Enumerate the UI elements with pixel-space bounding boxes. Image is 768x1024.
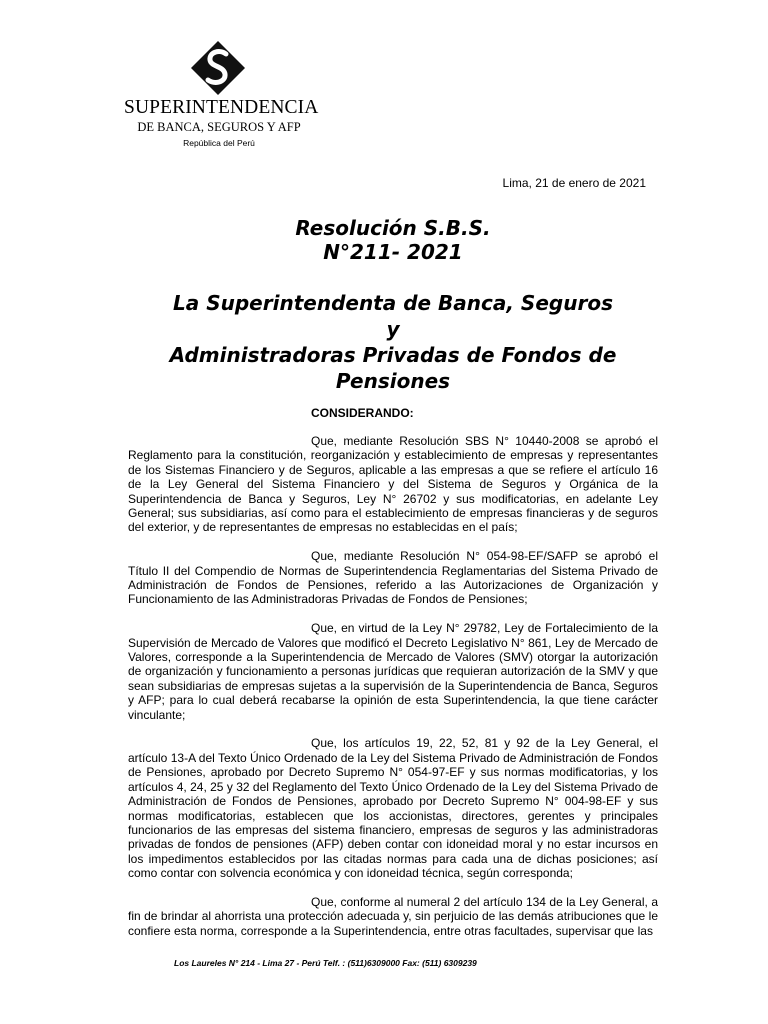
sbs-diamond-logo-icon	[190, 40, 246, 96]
authority-line2: y	[386, 317, 400, 341]
paragraph-4: Que, los artículos 19, 22, 52, 81 y 92 de la Ley General, el artículo 13-A del Texto Único Ordenado de la Ley del Sistema Privado de Administración de Fondos de Pensiones, aprobado por Decreto Supremo N° 054-97-EF y sus normas modificatorias, y los artículos 4, 24, 25 y 32 del Reglamento del Texto Único Ordenado de la Ley del Sistema Privado de Administración de Fondos de Pensiones, aprobado por Decreto Supremo N° 004-98-EF y sus normas modificatorias, establecen que los accionistas, directores, gerentes y principales funcionarios de las empresas del sistema financiero, empresas de seguros y las administradoras privadas de fondos de pensiones (AFP) deben contar con idoneidad moral y no estar incursos en los impedimentos establecidos por las citadas normas para cada una de dichas posiciones; así como contar con solvencia económica y con idoneidad técnica, según corresponda;	[128, 736, 658, 881]
brand-country: República del Perú	[183, 138, 255, 148]
paragraph-2: Que, mediante Resolución N° 054-98-EF/SAFP se aprobó el Título II del Compendio de Normas de Superintendencia Reglamentarias del Sistema Privado de Administración de Fondos de Pensiones, referido a las Autorizaciones de Organización y Funcionamiento de las Administradoras Privadas de Fondos de Pensiones;	[128, 549, 658, 607]
footer-address: Los Laureles N° 214 - Lima 27 - Perú Telf. : (511)6309000 Fax: (511) 6309239	[174, 958, 477, 968]
sbs-logo	[124, 40, 319, 152]
authority-heading	[128, 290, 658, 394]
resolution-number: N°211- 2021	[323, 240, 463, 264]
resolution-title	[128, 216, 658, 264]
paragraph-1: Que, mediante Resolución SBS N° 10440-2008 se aprobó el Reglamento para la constitución, reorganización y establecimiento de empresas y representantes de los Sistemas Financiero y de Seguros, aplicable a las empresas a que se refiere el artículo 16 de la Ley General del Sistema Financiero y del Sistema de Seguros y Orgánica de la Superintendencia de Banca y Seguros, Ley N° 26702 y sus modificatorias, en adelante Ley General; sus subsidiarias, así como para el establecimiento de empresas financieras y de seguros del exterior, y de representantes de empresas no establecidas en el país;	[128, 434, 658, 535]
brand-subtitle: DE BANCA, SEGUROS Y AFP	[137, 120, 301, 134]
brand-name: SUPERINTENDENCIA	[124, 97, 319, 118]
paragraph-3: Que, en virtud de la Ley N° 29782, Ley de Fortalecimiento de la Supervisión de Mercado de Valores que modificó el Decreto Legislativo N° 861, Ley de Mercado de Valores, corresponde a la Superintendencia de Mercado de Valores (SMV) otorgar la autorización de organización y funcionamiento a personas jurídicas que requieran autorización de la SMV y que sean subsidiarias de empresas sujetas a la supervisión de la Superintendencia de Banca, Seguros y AFP; para lo cual deberá recabarse la opinión de esta Superintendencia, la que tiene carácter vinculante;	[128, 621, 658, 722]
considering-label: CONSIDERANDO:	[311, 406, 414, 420]
authority-line1: La Superintendenta de Banca, Seguros	[173, 291, 613, 315]
document-body	[128, 434, 658, 953]
authority-line4: Pensiones	[335, 369, 451, 393]
authority-line3: Administradoras Privadas de Fondos de	[169, 343, 617, 367]
paragraph-5: Que, conforme al numeral 2 del artículo 134 de la Ley General, a fin de brindar al ahorrista una protección adecuada y, sin perjuicio de las demás atribuciones que le confiere esta norma, corresponde a la Superintendencia, entre otras facultades, supervisar que las	[128, 894, 658, 938]
document-date: Lima, 21 de enero de 2021	[502, 176, 646, 190]
resolution-title-line1: Resolución S.B.S.	[295, 216, 491, 240]
